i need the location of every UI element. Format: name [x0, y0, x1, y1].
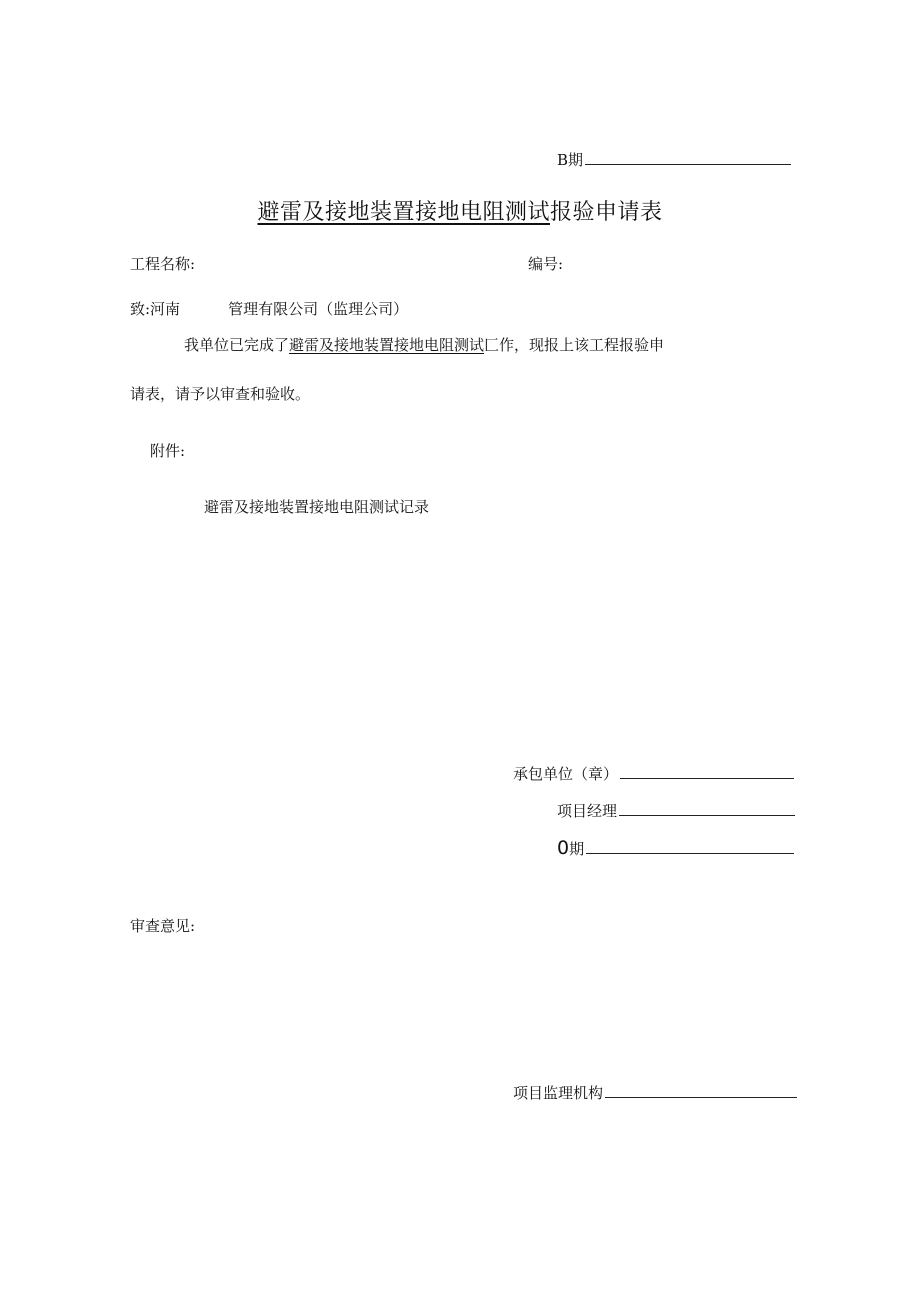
signature-date-zero: 0	[557, 837, 570, 859]
title-underlined-part: 避雷及接地装置接地电阻测试	[257, 200, 550, 225]
body-line1-before: 我单位已完成了	[184, 336, 290, 354]
contractor-label: 承包单位（章）	[513, 765, 619, 783]
document-title	[0, 198, 920, 228]
body-line1-underlined: 避雷及接地装置接地电阻测试	[289, 336, 485, 354]
signature-date-blank	[586, 852, 794, 854]
project-manager-label: 项目经理	[557, 802, 618, 820]
project-manager-blank	[619, 814, 795, 816]
supervisor-label: 项目监理机构	[513, 1084, 604, 1102]
recipient-line	[130, 299, 408, 319]
supervisor-blank	[605, 1096, 797, 1098]
supervisor-field	[513, 1083, 797, 1103]
serial-number-label: 编号:	[528, 255, 564, 273]
title-rest-part: 报验申请表	[550, 200, 663, 225]
body-paragraph-line-1	[184, 335, 664, 355]
signature-date-field	[557, 838, 794, 859]
attachment-item: 避雷及接地装置接地电阻测试记录	[204, 498, 430, 516]
attachment-label: 附件:	[150, 442, 186, 460]
recipient-prefix: 致:河南	[130, 300, 181, 318]
project-name-label: 工程名称:	[130, 255, 196, 273]
project-manager-field	[557, 801, 795, 821]
body-line1-after: 匚作，现报上该工程报验申	[484, 336, 665, 354]
review-opinion-label: 审查意见:	[130, 917, 196, 935]
contractor-blank	[620, 777, 794, 779]
top-date-blank	[585, 163, 791, 165]
body-paragraph-line-2: 请表，请予以审查和验收。	[130, 385, 311, 403]
recipient-company: 管理有限公司（监理公司）	[228, 300, 409, 318]
top-date-label: B期	[557, 151, 584, 169]
signature-date-label: 期	[569, 840, 585, 858]
top-date-field	[557, 150, 791, 170]
contractor-signature-field	[513, 764, 794, 784]
